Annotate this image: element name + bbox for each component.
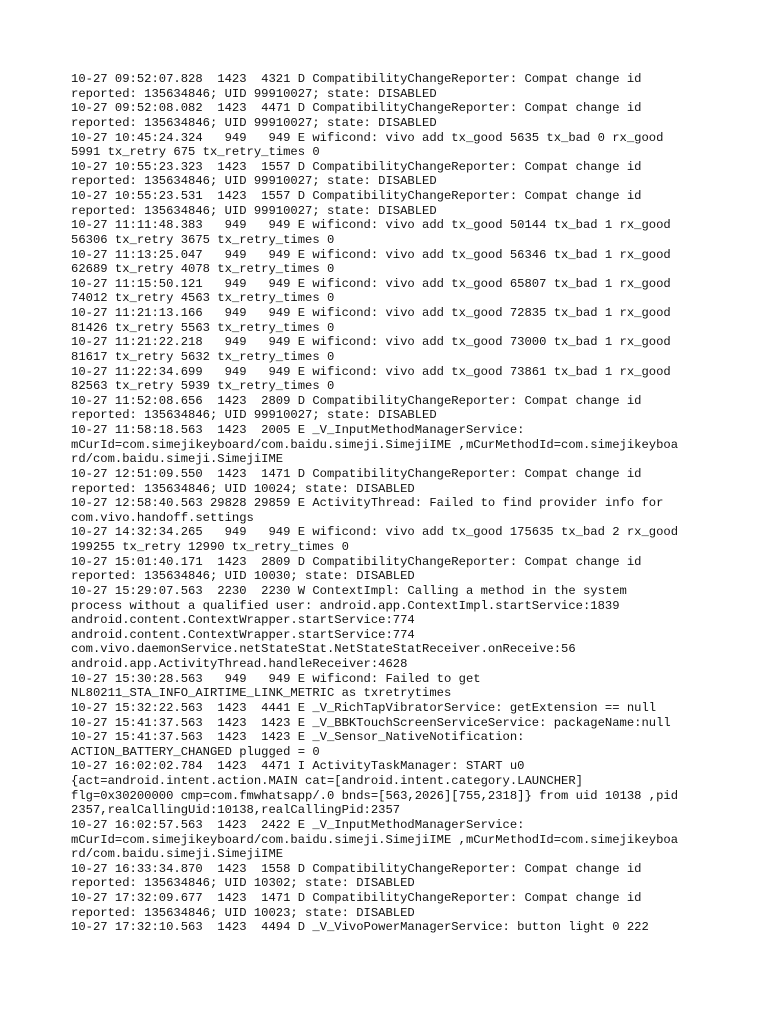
log-line: com.vivo.handoff.settings	[71, 510, 254, 525]
log-line: 56306 tx_retry 3675 tx_retry_times 0	[71, 232, 335, 247]
log-line: mCurId=com.simejikeyboard/com.baidu.simeji.SimejiIME ,mCurMethodId=com.simejikeyboa	[71, 437, 679, 452]
log-line: ACTION_BATTERY_CHANGED plugged = 0	[71, 744, 320, 759]
log-line: reported: 135634846; UID 99910027; state: DISABLED	[71, 408, 437, 423]
log-line: 10-27 11:52:08.656 1423 2809 D CompatibilityChangeReporter: Compat change id	[71, 393, 642, 408]
log-line: android.app.ActivityThread.handleReceiver:4628	[71, 657, 408, 671]
log-line: NL80211_STA_INFO_AIRTIME_LINK_METRIC as txretrytimes	[71, 686, 452, 701]
log-line: rd/com.baidu.simeji.SimejiIME	[71, 847, 284, 862]
log-line: rd/com.baidu.simeji.SimejiIME	[71, 452, 284, 467]
log-line: com.vivo.daemonService.netStateStat.NetStateStatReceiver.onReceive:56	[71, 642, 576, 657]
log-line: 10-27 16:02:02.784 1423 4471 I ActivityTaskManager: START u0	[71, 759, 525, 774]
log-line: 10-27 09:52:08.082 1423 4471 D CompatibilityChangeReporter: Compat change id	[71, 101, 642, 116]
log-line: 10-27 15:01:40.171 1423 2809 D CompatibilityChangeReporter: Compat change id	[71, 554, 642, 569]
log-line: process without a qualified user: android.app.ContextImpl.startService:1839	[71, 598, 620, 613]
log-line: 81426 tx_retry 5563 tx_retry_times 0	[71, 320, 335, 335]
log-line: 82563 tx_retry 5939 tx_retry_times 0	[71, 379, 335, 394]
log-line: 10-27 10:55:23.531 1423 1557 D CompatibilityChangeReporter: Compat change id	[71, 189, 642, 203]
log-line: reported: 135634846; UID 10030; state: DISABLED	[71, 569, 415, 584]
log-line: 10-27 15:41:37.563 1423 1423 E _V_BBKTouchScreenServiceService: packageName:null	[71, 715, 671, 730]
log-line: 10-27 17:32:09.677 1423 1471 D CompatibilityChangeReporter: Compat change id	[71, 891, 642, 905]
log-line: 10-27 11:11:48.383 949 949 E wificond: vivo add tx_good 50144 tx_bad 1 rx_good	[71, 218, 671, 233]
log-line: reported: 135634846; UID 99910027; state: DISABLED	[71, 203, 437, 218]
log-line: 10-27 11:21:22.218 949 949 E wificond: vivo add tx_good 73000 tx_bad 1 rx_good	[71, 335, 671, 350]
log-line: 5991 tx_retry 675 tx_retry_times 0	[71, 145, 320, 160]
log-line: 199255 tx_retry 12990 tx_retry_times 0	[71, 540, 349, 554]
log-line: 74012 tx_retry 4563 tx_retry_times 0	[71, 291, 335, 306]
log-line: {act=android.intent.action.MAIN cat=[android.intent.category.LAUNCHER]	[71, 774, 583, 788]
log-line: reported: 135634846; UID 99910027; state: DISABLED	[71, 115, 437, 130]
log-line: 10-27 14:32:34.265 949 949 E wificond: vivo add tx_good 175635 tx_bad 2 rx_good	[71, 525, 679, 540]
log-line: flg=0x30200000 cmp=com.fmwhatsapp/.0 bnds=[563,2026][755,2318]} from uid 10138 ,pid	[71, 788, 679, 803]
log-line: reported: 135634846; UID 10302; state: DISABLED	[71, 876, 415, 891]
log-line: 10-27 12:51:09.550 1423 1471 D CompatibilityChangeReporter: Compat change id	[71, 466, 642, 481]
log-line: 10-27 16:02:57.563 1423 2422 E _V_InputMethodManagerService:	[71, 817, 525, 832]
log-line: android.content.ContextWrapper.startService:774	[71, 613, 415, 628]
log-text-block	[71, 72, 711, 935]
log-line: 10-27 12:58:40.563 29828 29859 E ActivityThread: Failed to find provider info for	[71, 496, 664, 511]
log-line: 10-27 15:41:37.563 1423 1423 E _V_Sensor_NativeNotification:	[71, 730, 525, 745]
log-line: reported: 135634846; UID 10024; state: DISABLED	[71, 481, 415, 496]
log-line: 10-27 15:32:22.563 1423 4441 E _V_RichTapVibratorService: getExtension == null	[71, 700, 657, 715]
log-line: 10-27 15:30:28.563 949 949 E wificond: Failed to get	[71, 671, 481, 686]
log-line: 10-27 17:32:10.563 1423 4494 D _V_VivoPowerManagerService: button light 0 222	[71, 920, 649, 935]
log-line: 10-27 11:58:18.563 1423 2005 E _V_InputMethodManagerService:	[71, 423, 525, 437]
log-line: 10-27 15:29:07.563 2230 2230 W ContextImpl: Calling a method in the system	[71, 583, 627, 598]
log-line: 81617 tx_retry 5632 tx_retry_times 0	[71, 349, 335, 364]
log-line: 10-27 11:22:34.699 949 949 E wificond: vivo add tx_good 73861 tx_bad 1 rx_good	[71, 364, 671, 379]
log-line: 10-27 10:55:23.323 1423 1557 D CompatibilityChangeReporter: Compat change id	[71, 159, 642, 174]
log-line: reported: 135634846; UID 10023; state: DISABLED	[71, 905, 415, 920]
log-line: 10-27 10:45:24.324 949 949 E wificond: vivo add tx_good 5635 tx_bad 0 rx_good	[71, 130, 664, 145]
log-line: 10-27 09:52:07.828 1423 4321 D CompatibilityChangeReporter: Compat change id	[71, 72, 642, 86]
log-line: reported: 135634846; UID 99910027; state: DISABLED	[71, 174, 437, 189]
log-line: 10-27 11:15:50.121 949 949 E wificond: vivo add tx_good 65807 tx_bad 1 rx_good	[71, 276, 671, 291]
log-line: android.content.ContextWrapper.startService:774	[71, 627, 415, 642]
log-line: 10-27 16:33:34.870 1423 1558 D CompatibilityChangeReporter: Compat change id	[71, 861, 642, 876]
log-line: mCurId=com.simejikeyboard/com.baidu.simeji.SimejiIME ,mCurMethodId=com.simejikeyboa	[71, 832, 679, 847]
log-line: 2357,realCallingUid:10138,realCallingPid:2357	[71, 803, 401, 818]
log-line: 62689 tx_retry 4078 tx_retry_times 0	[71, 262, 335, 277]
log-line: 10-27 11:21:13.166 949 949 E wificond: vivo add tx_good 72835 tx_bad 1 rx_good	[71, 306, 671, 320]
log-line: 10-27 11:13:25.047 949 949 E wificond: vivo add tx_good 56346 tx_bad 1 rx_good	[71, 247, 671, 262]
log-line: reported: 135634846; UID 99910027; state: DISABLED	[71, 86, 437, 101]
